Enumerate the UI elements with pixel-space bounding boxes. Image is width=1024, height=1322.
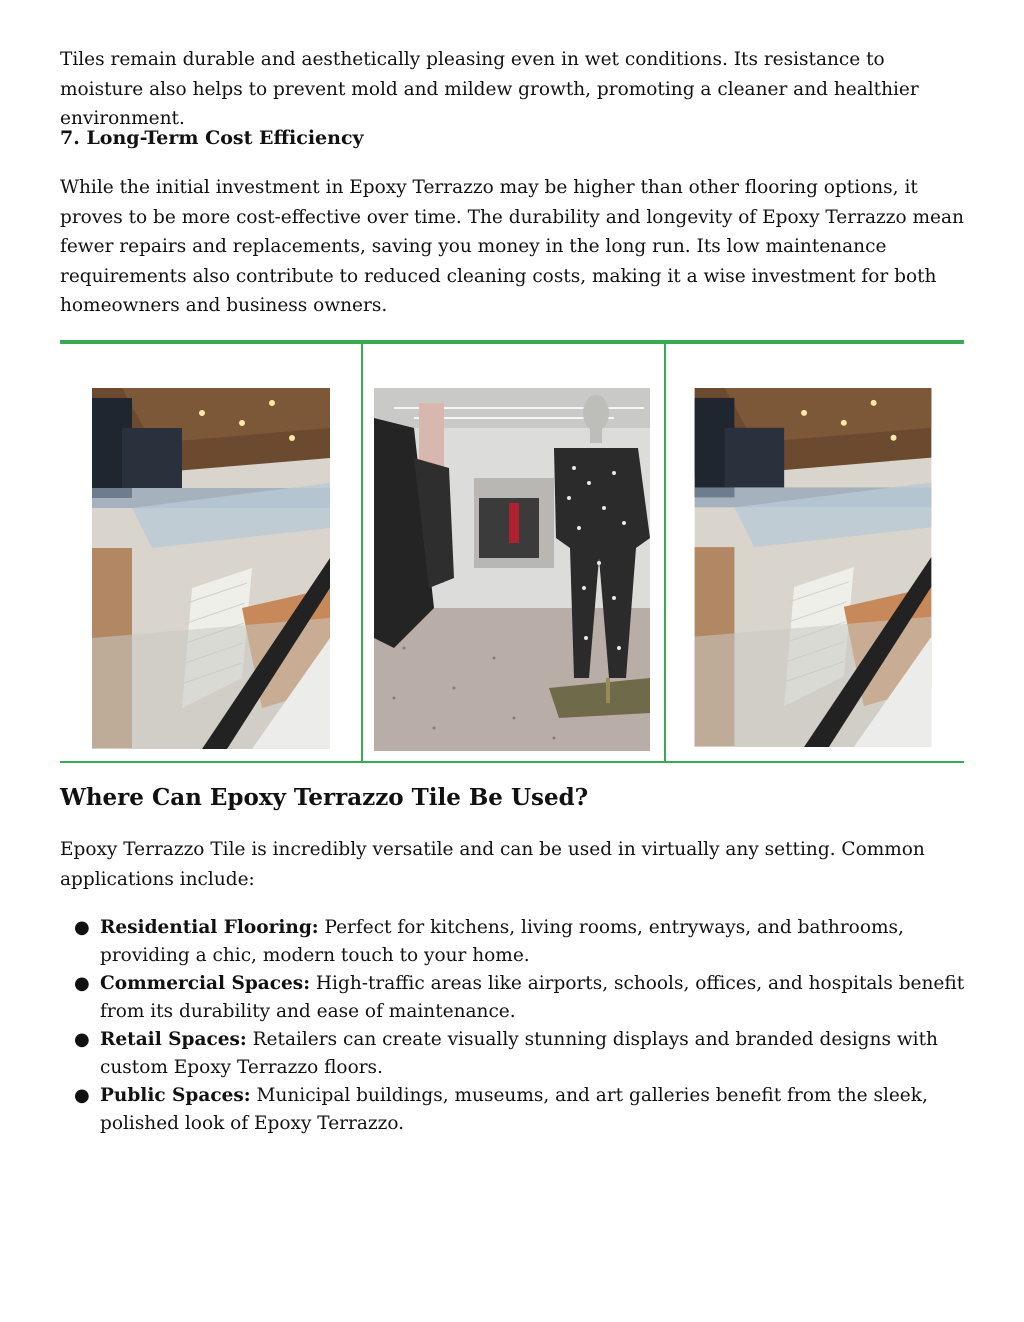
gallery-cell xyxy=(664,344,964,761)
list-item xyxy=(60,970,965,1026)
bullet-icon: ● xyxy=(74,1085,90,1106)
atrium-staircase-photo[interactable] xyxy=(694,388,932,747)
list-item xyxy=(60,914,965,970)
applications-list xyxy=(60,914,965,1138)
list-item-label: Public Spaces: xyxy=(100,1085,251,1106)
list-item-text: High-traffic areas like airports, schools, offices, and hospitals benefit from its durability and ease of maintenance. xyxy=(100,973,965,1022)
section-heading-cost-efficiency: 7. Long-Term Cost Efficiency xyxy=(60,127,364,149)
gallery-cell xyxy=(361,344,666,761)
gallery-cell xyxy=(60,344,361,761)
retail-store-mannequin-photo[interactable] xyxy=(374,388,650,751)
list-item xyxy=(60,1026,965,1082)
list-item-label: Commercial Spaces: xyxy=(100,973,311,994)
intro-paragraph: Tiles remain durable and aesthetically pleasing even in wet conditions. Its resistance to moisture also helps to prevent mold and mildew growth, promoting a cleaner and healthier environment. xyxy=(60,49,919,129)
bullet-icon: ● xyxy=(74,973,90,994)
uses-heading: Where Can Epoxy Terrazzo Tile Be Used? xyxy=(60,784,589,811)
list-item xyxy=(60,1082,965,1138)
list-item-label: Residential Flooring: xyxy=(100,917,319,938)
uses-intro: Epoxy Terrazzo Tile is incredibly versatile and can be used in virtually any setting. Common applications include: xyxy=(60,839,925,890)
list-item-text: Retailers can create visually stunning displays and branded designs with custom Epoxy Terrazzo floors. xyxy=(100,1029,938,1078)
list-item-text: Perfect for kitchens, living rooms, entryways, and bathrooms, providing a chic, modern touch to your home. xyxy=(100,917,904,966)
section-body-cost-efficiency: While the initial investment in Epoxy Terrazzo may be higher than other flooring options, it proves to be more cost-effective over time. The durability and longevity of Epoxy Terrazzo mean fewer repairs and replacements, saving you money in the long run. Its low maintenance requirements also contribute to reduced cleaning costs, making it a wise investment for both homeowners and business owners. xyxy=(60,177,964,316)
list-item-label: Retail Spaces: xyxy=(100,1029,247,1050)
bullet-icon: ● xyxy=(74,917,90,938)
list-item-text: Municipal buildings, museums, and art galleries benefit from the sleek, polished look of Epoxy Terrazzo. xyxy=(100,1085,928,1134)
image-gallery xyxy=(60,340,964,763)
bullet-icon: ● xyxy=(74,1029,90,1050)
atrium-staircase-photo[interactable] xyxy=(92,388,330,749)
